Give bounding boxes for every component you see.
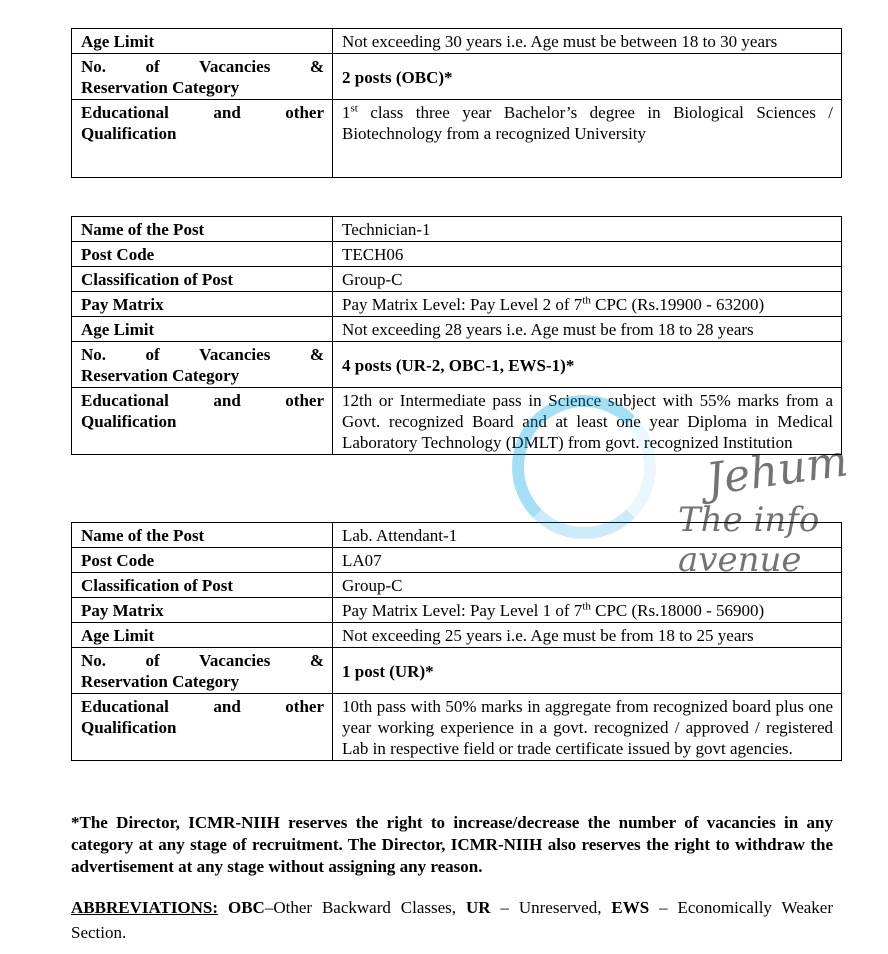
table-row [72,648,842,694]
value-vacancies: 1 post (UR)* [333,648,842,694]
value-post-name: Lab. Attendant-1 [333,523,842,548]
director-note: *The Director, ICMR-NIIH reserves the right to increase/decrease the number of vacancies in any category at any stage of recruitment. The Director, ICMR-NIIH also reserves the right to withdraw the advertisement at any stage without assigning any reason. [71,813,833,876]
label-age-limit: Age Limit [72,317,333,342]
label-classification: Classification of Post [72,267,333,292]
watermark-tagline: The info avenue [678,500,820,580]
watermark-brand: Jehum [703,435,851,506]
label-qualification: Educational and other Qualification [72,388,333,455]
table-row [72,100,842,178]
label-post-code: Post Code [72,548,333,573]
table-row [72,242,842,267]
label-vacancies: No. of Vacancies & Reservation Category [72,342,333,388]
table-row [72,29,842,54]
value-post-name: Technician-1 [333,217,842,242]
value-pay-matrix: Pay Matrix Level: Pay Level 1 of 7th CPC (Rs.18000 - 56900) [333,598,842,623]
table-row [72,292,842,317]
value-post-code: LA07 [333,548,842,573]
label-post-code: Post Code [72,242,333,267]
value-qualification: 12th or Intermediate pass in Science subject with 55% marks from a Govt. recognized Board and at least one year Diploma in Medical Laboratory Technology (DMLT) from govt. recognized Institution [333,388,842,455]
label-vacancies: No. of Vacancies & Reservation Category [72,648,333,694]
table-row [72,623,842,648]
watermark-logo-icon [512,395,656,539]
table-row [72,217,842,242]
label-classification: Classification of Post [72,573,333,598]
value-age-limit: Not exceeding 25 years i.e. Age must be from 18 to 25 years [333,623,842,648]
value-vacancies: 4 posts (UR-2, OBC-1, EWS-1)* [333,342,842,388]
label-post-name: Name of the Post [72,217,333,242]
table-row [72,598,842,623]
label-qualification: Educational and other Qualification [72,100,333,178]
value-age-limit: Not exceeding 30 years i.e. Age must be between 18 to 30 years [333,29,842,54]
post-table-2 [71,216,842,455]
table-row [72,54,842,100]
table-row [72,317,842,342]
value-classification: Group-C [333,573,842,598]
label-qualification: Educational and other Qualification [72,694,333,761]
table-row [72,342,842,388]
value-age-limit: Not exceeding 28 years i.e. Age must be from 18 to 28 years [333,317,842,342]
label-pay-matrix: Pay Matrix [72,292,333,317]
label-age-limit: Age Limit [72,623,333,648]
value-pay-matrix: Pay Matrix Level: Pay Level 2 of 7th CPC (Rs.19900 - 63200) [333,292,842,317]
abbreviations-heading: ABBREVIATIONS: [71,898,219,917]
value-qualification: 1st class three year Bachelor’s degree in Biological Sciences / Biotechnology from a recognized University [333,100,842,178]
label-vacancies: No. of Vacancies & Reservation Category [72,54,333,100]
label-pay-matrix: Pay Matrix [72,598,333,623]
value-qualification: 10th pass with 50% marks in aggregate from recognized board plus one year working experience in a govt. recognized / approved / registered Lab in respective field or trade certificate issued by govt agencies. [333,694,842,761]
value-vacancies: 2 posts (OBC)* [333,54,842,100]
table-row [72,267,842,292]
table-row [72,388,842,455]
post-table-1 [71,28,842,178]
value-classification: Group-C [333,267,842,292]
abbreviations: ABBREVIATIONS: OBC–Other Backward Classes, UR – Unreserved, EWS – Economically Weaker Section. [71,898,834,942]
value-post-code: TECH06 [333,242,842,267]
label-post-name: Name of the Post [72,523,333,548]
table-row [72,694,842,761]
label-age-limit: Age Limit [72,29,333,54]
